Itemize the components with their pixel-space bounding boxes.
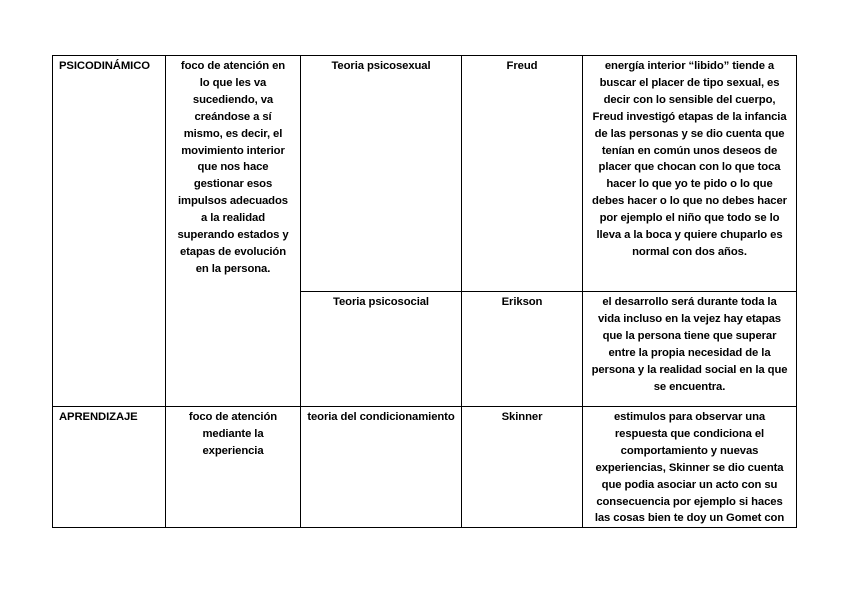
table-row (53, 407, 797, 528)
author-cell: Freud (462, 56, 583, 292)
focus-cell: foco de atención mediante la experiencia (166, 407, 301, 528)
description-cell: el desarrollo será durante toda la vida incluso en la vejez hay etapas que la persona tiene que superar entre la propia necesidad de la persona y la realidad social en la que se encuentra. (583, 292, 797, 407)
table-row (53, 56, 797, 292)
school-cell: PSICODINÁMICO (53, 56, 166, 407)
focus-cell: foco de atención en lo que les va sucediendo, va creándose a sí mismo, es decir, el movimiento interior que nos hace gestionar esos impulsos adecuados a la realidad superando estados y etapas de evolución en la persona. (166, 56, 301, 407)
description-cell: energía interior “libido” tiende a buscar el placer de tipo sexual, es decir con lo sensible del cuerpo, Freud investigó etapas de la infancia de las personas y se dio cuenta que tenían en común unos deseos de placer que chocan con lo que toca hacer lo que yo te pido o lo que debes hacer o lo que no debes hacer por ejemplo el niño que todo se lo lleva a la boca y quiere chuparlo es normal con dos años. (583, 56, 797, 292)
theory-cell: Teoria psicosexual (301, 56, 462, 292)
school-cell: APRENDIZAJE (53, 407, 166, 528)
author-cell: Erikson (462, 292, 583, 407)
description-cell: estimulos para observar una respuesta que condiciona el comportamiento y nuevas experiencias, Skinner se dio cuenta que podia asociar un acto con su consecuencia por ejemplo si haces las cosas bien te doy un Gomet con (583, 407, 797, 528)
document-table (52, 55, 797, 528)
theory-cell: Teoria psicosocial (301, 292, 462, 407)
theory-cell: teoria del condicionamiento (301, 407, 462, 528)
author-cell: Skinner (462, 407, 583, 528)
